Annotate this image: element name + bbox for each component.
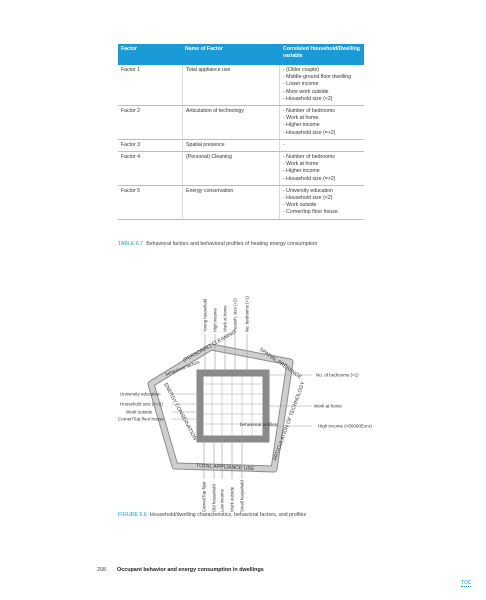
bottom-variable-label: Work outside bbox=[229, 487, 235, 512]
variable-item: - Household size (=>2) bbox=[283, 130, 361, 137]
factor-name-cell: Articulation of technology bbox=[182, 106, 280, 139]
top-variable-label: Work at home bbox=[222, 305, 228, 332]
variable-item: - Work at home bbox=[283, 161, 361, 168]
top-variable-label: High income bbox=[212, 308, 218, 332]
variable-cell bbox=[280, 140, 364, 151]
variable-item: - Corner/top floor house bbox=[283, 209, 361, 216]
right-variable-label: High income (>50000Euro) bbox=[318, 423, 372, 429]
table-row bbox=[118, 140, 364, 152]
running-title: Occupant behavior and energy consumption in dwellings bbox=[117, 567, 264, 573]
variable-item: - (Older couple) bbox=[283, 67, 361, 74]
header-variable: Correlated Household/Dwelling variable bbox=[283, 46, 360, 60]
variable-item: - Number of bedrooms bbox=[283, 154, 361, 161]
profile-square bbox=[200, 373, 266, 439]
toc-link[interactable]: TOC bbox=[461, 580, 472, 586]
variable-cell bbox=[280, 186, 364, 219]
factor-cell: Factor 1 bbox=[121, 67, 141, 73]
header-factor: Factor bbox=[121, 46, 137, 52]
top-variable-label: No. bedrooms (>1) bbox=[244, 296, 250, 332]
right-variable-label: Work at home bbox=[314, 403, 342, 409]
right-variable-label: No. of bedrooms (>1) bbox=[316, 372, 359, 378]
pentagon-label-cleaning: (PERSONAL) CLEANING bbox=[182, 329, 238, 364]
variable-item: - Work at home bbox=[283, 115, 361, 122]
pentagon-label-appliance: TOTAL APPLIANCE USE bbox=[195, 463, 255, 473]
variable-cell bbox=[280, 152, 364, 185]
variable-cell bbox=[280, 106, 364, 139]
variable-item: - Higher income bbox=[283, 168, 361, 175]
variable-item: - Lower income bbox=[283, 81, 361, 88]
top-variable-label: Young household bbox=[202, 298, 208, 332]
table-row bbox=[118, 186, 364, 220]
left-variable-label: Work outside bbox=[126, 409, 153, 415]
variable-item: - Number of bedrooms bbox=[283, 108, 361, 115]
bottom-variable-label: Low income bbox=[219, 489, 225, 512]
variable-item: - Middle-ground floor dwelling bbox=[283, 74, 361, 81]
factor-name-cell: (Personal) Cleaning bbox=[182, 152, 280, 185]
factor-cell: Factor 2 bbox=[121, 108, 141, 115]
variable-item: - Household size (<2) bbox=[283, 195, 361, 202]
top-variable-label: Househ. size (>2) bbox=[232, 298, 238, 332]
factor-cell: Factor 5 bbox=[121, 187, 141, 194]
pentagon-label-conservation: ENERGY CONSERVATION bbox=[162, 382, 198, 442]
left-variable-label: University education bbox=[120, 391, 161, 397]
behavior-diagram bbox=[112, 284, 382, 514]
table-header bbox=[118, 44, 364, 65]
behavioral-profiles-label: behavioral profiles bbox=[240, 422, 278, 427]
variable-item: - Higher income bbox=[283, 122, 361, 129]
table-row bbox=[118, 106, 364, 140]
variable-item bbox=[283, 142, 361, 149]
table-row bbox=[118, 152, 364, 186]
figure-caption bbox=[118, 512, 306, 518]
variable-item: - More work outside bbox=[283, 89, 361, 96]
table-row bbox=[118, 65, 364, 106]
bottom-variable-label: Old household bbox=[211, 484, 217, 512]
bottom-variable-label: Corner/Top floor bbox=[201, 481, 207, 512]
factor-name-cell: Total appliance use bbox=[182, 65, 280, 105]
header-name: Name of Factor bbox=[185, 46, 223, 52]
pentagon-label-spatial: SPATIAL PRESENCE bbox=[257, 346, 303, 381]
behavioral-factors-label: behavioral factors bbox=[164, 359, 201, 377]
left-variable-label: Corner/Top floor house bbox=[118, 416, 164, 422]
variable-item: - University education bbox=[283, 188, 361, 195]
variable-item: - Work outside bbox=[283, 202, 361, 209]
table-caption-label: TABLE 6.7 bbox=[118, 241, 144, 247]
figure-caption-label: FIGURE 6.6 bbox=[118, 512, 147, 518]
factor-name-cell: Energy conservation bbox=[182, 186, 280, 219]
table-body bbox=[118, 65, 364, 220]
factor-name-cell: Spatial presence bbox=[182, 140, 280, 151]
variable-item: - Household size (<2) bbox=[283, 96, 361, 103]
table-caption bbox=[118, 241, 317, 247]
left-variable-label: Household size (<=2) bbox=[120, 401, 163, 407]
table-caption-text: Behavioral factors and behavioral profiles of heating energy consumption bbox=[146, 241, 318, 247]
bottom-variable-label: Small household bbox=[239, 480, 245, 512]
factor-cell: Factor 3 bbox=[121, 141, 141, 148]
pentagon-label-articulation: ARTICULATION OF TECHNOLOGY bbox=[272, 380, 307, 462]
factor-cell: Factor 4 bbox=[121, 154, 141, 161]
variable-item: - Household size (=>2) bbox=[283, 176, 361, 183]
figure-caption-text: Household/dwelling characteristics, behavioral factors, and profiles bbox=[149, 512, 307, 518]
factor-table bbox=[118, 44, 364, 220]
variable-cell bbox=[280, 65, 364, 105]
page-number: 208 bbox=[97, 567, 106, 573]
